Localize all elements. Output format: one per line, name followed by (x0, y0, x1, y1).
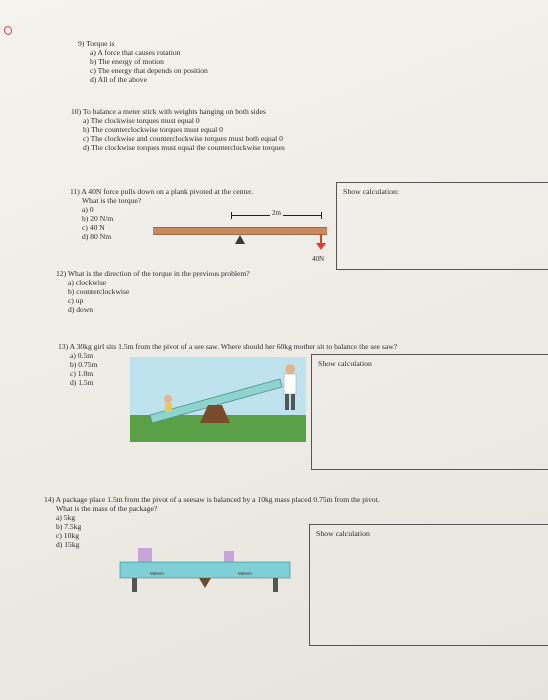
question-14-option-b[interactable]: b) 7.5kg (56, 521, 82, 531)
question-13-option-a[interactable]: a) 0.5m (70, 350, 94, 360)
question-10-option-d[interactable]: d) The clockwise torques must equal the counterclockwise torques (83, 142, 285, 152)
question-10 (71, 108, 285, 153)
question-9-stem: 9) Torque is (78, 39, 115, 48)
question-14-option-a[interactable]: a) 5kg (56, 512, 76, 522)
force-arrow-head (316, 243, 326, 250)
meter-stick-seesaw-illustration (112, 548, 298, 600)
question-9-option-c[interactable]: c) The energy that depends on position (90, 65, 208, 75)
mother-leg-left (285, 394, 289, 410)
mother-body (284, 374, 296, 394)
question-9-option-b[interactable]: b) The energy of motion (90, 56, 164, 66)
seesaw-illustration (130, 357, 306, 442)
question-10-stem: 10) To balance a meter stick with weights hanging on both sides (71, 107, 266, 116)
mother-head (285, 364, 295, 374)
calculation-box-q13[interactable] (311, 354, 548, 470)
question-14-stem-2: What is the mass of the package? (56, 503, 158, 513)
question-11-stem-2: What is the torque? (82, 195, 142, 205)
question-9 (78, 40, 208, 85)
question-12-option-a[interactable]: a) clockwise (68, 277, 107, 287)
question-10-option-a[interactable]: a) The clockwise torques must equal 0 (83, 115, 200, 125)
question-14-option-d[interactable]: d) 15kg (56, 539, 80, 549)
question-12-option-c[interactable]: c) up (68, 295, 84, 305)
question-10-option-b[interactable]: b) The counterclockwise torques must equal 0 (83, 124, 223, 134)
question-10-option-c[interactable]: c) The clockwise and counterclockwise torques must both equal 0 (83, 133, 283, 143)
question-13-stem: 13) A 30kg girl sits 1.5m from the pivot of a see saw. Where should her 60kg mother sit to balance the see saw? (58, 342, 398, 351)
calculation-box-q14-label: Show calculation (316, 529, 370, 538)
support-leg-left (132, 578, 137, 592)
calculation-box-q11-label: Show calculation: (343, 187, 400, 196)
question-13-option-b[interactable]: b) 0.75m (70, 359, 98, 369)
distance-label: 2m (272, 209, 281, 217)
package-box (138, 548, 152, 562)
question-14-option-c[interactable]: c) 10kg (56, 530, 79, 540)
ruler-label-right: Meters (238, 571, 252, 576)
mass-weight (224, 551, 234, 562)
question-13-option-d[interactable]: d) 1.5m (70, 377, 94, 387)
calculation-box-q13-label: Show calculation (318, 359, 372, 368)
question-11-option-d[interactable]: d) 80 Nm (82, 231, 112, 241)
question-9-option-a[interactable]: a) A force that causes rotation (90, 47, 181, 57)
center-pivot (199, 578, 211, 588)
meter-stick (120, 562, 290, 578)
question-9-option-d[interactable]: d) All of the above (90, 74, 147, 84)
plank (153, 227, 327, 235)
question-13-option-c[interactable]: c) 1.0m (70, 368, 94, 378)
girl-head (164, 395, 172, 403)
question-12-option-d[interactable]: d) down (68, 304, 94, 314)
ruler-label-left: Meters (150, 571, 164, 576)
question-11-stem: 11) A 40N force pulls down on a plank pivoted at the center. (70, 187, 253, 196)
question-11-option-c[interactable]: c) 40 N (82, 222, 105, 232)
pivot-triangle (235, 235, 245, 244)
mother-leg-right (291, 394, 295, 410)
calculation-box-q14[interactable] (309, 524, 548, 646)
force-label: 40N (312, 255, 325, 263)
calculation-box-q11[interactable] (336, 182, 548, 270)
dimension-tick-right (321, 212, 322, 219)
question-11-option-b[interactable]: b) 20 N/m (82, 213, 114, 223)
question-12-option-b[interactable]: b) counterclockwise (68, 286, 130, 296)
question-14-stem: 14) A package place 1.5m from the pivot of a seesaw is balanced by a 10kg mass placed 0.75m from the pivot. (44, 495, 380, 504)
question-12 (56, 270, 250, 315)
girl-body (165, 403, 172, 412)
support-leg-right (273, 578, 278, 592)
question-11-option-a[interactable]: a) 0 (82, 204, 94, 214)
question-12-stem: 12) What is the direction of the torque in the previous problem? (56, 269, 250, 278)
